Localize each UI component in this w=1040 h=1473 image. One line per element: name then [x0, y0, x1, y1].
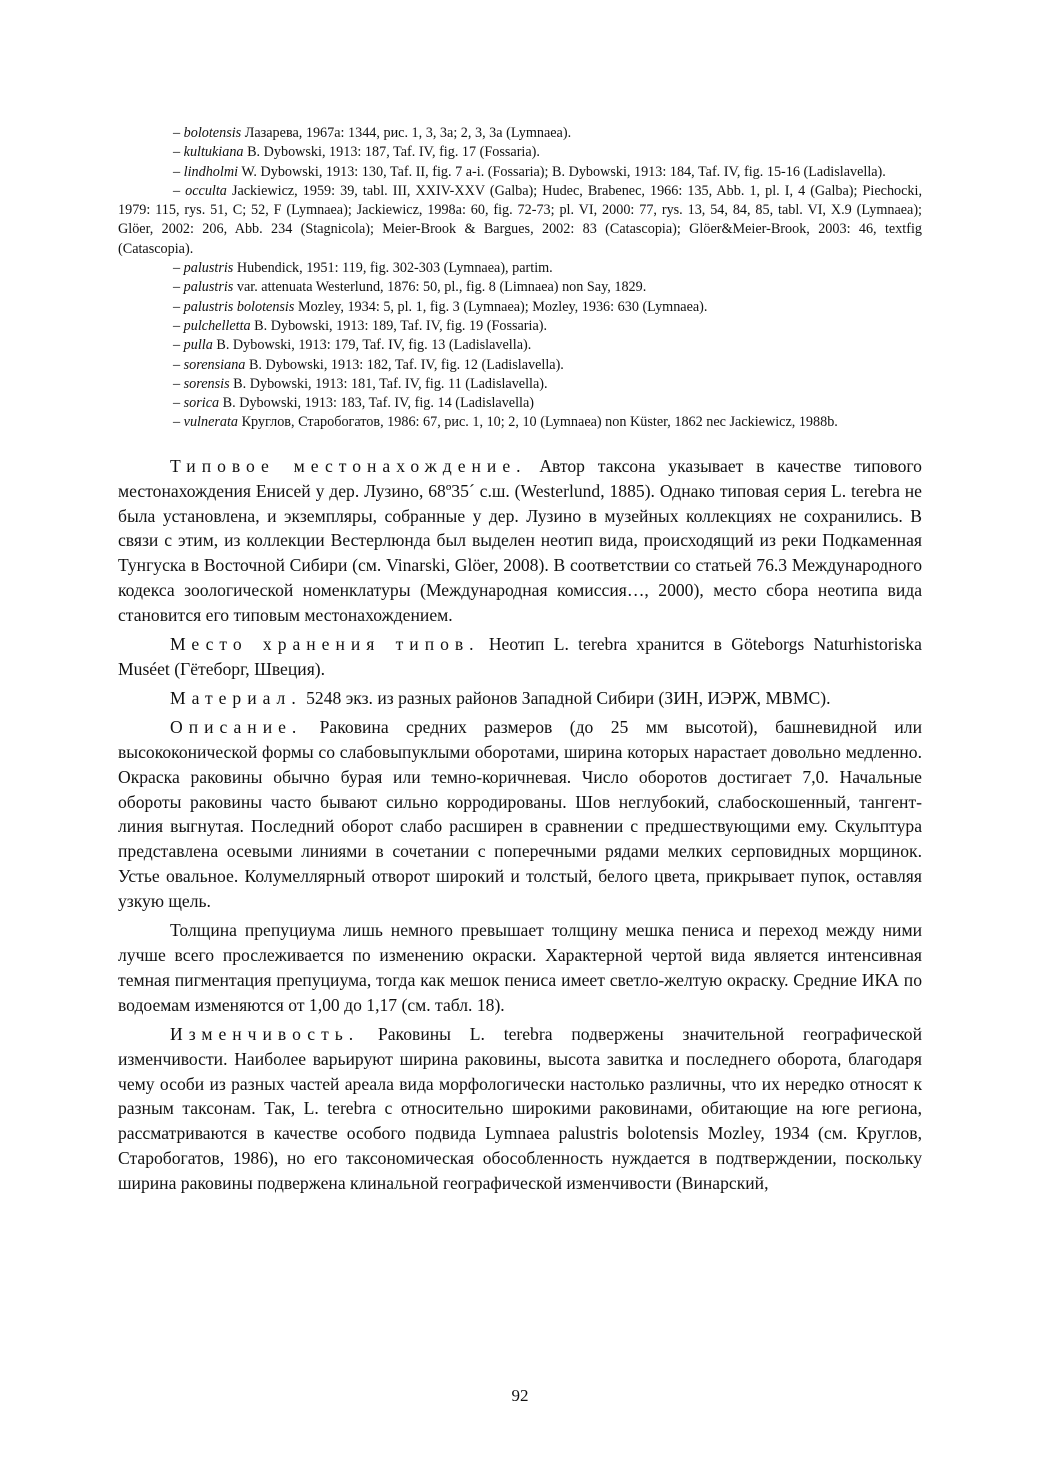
synonym-entry: – lindholmi W. Dybowski, 1913: 130, Taf. II, fig. 7 a-i. (Fossaria); B. Dybowski, 1913: 184, Taf. IV, fig. 15-16 (Ladislavella). [173, 163, 886, 180]
synonym-entry: – pulchelletta B. Dybowski, 1913: 189, Taf. IV, fig. 19 (Fossaria). [173, 317, 548, 334]
section-heading: Типовое местонахождение. [170, 455, 527, 476]
section-text: Раковины L. terebra подвержены значительной географической изменчивости. Наиболее варьируют ширина раковины, высота завитка и последнего оборота, благодаря чему особи из разных частей ареала вида морфологически настолько различны, что их нередко относят к разным таксонам. Так, L. terebra с относительно широкими раковинами, обитающие на юге региона, рассматриваются в качестве особого подвида Lymnaea palustris bolotensis Mozley, 1934 (см. Круглов, Старобогатов, 1986), но его таксономическая обособленность нуждается в подтверждении, поскольку ширина раковины подвержена клинальной географической изменчивости (Винарский, [118, 1023, 922, 1194]
section-text: Раковина средних размеров (до 25 мм высотой), башневидной или высококонической формы со слабовыпуклыми оборотами, ширина которых нарастает довольно медленно. Окраска раковины обычно бурая или темно-коричневая. Число оборотов достигает 7,0. Начальные обороты раковины часто бывают сильно корродированы. Шов неглубокий, слабоскошенный, тангент-линия выгнутая. Последний оборот слабо расширен в сравнении с предшествующими ему. Скульптура представлена осевыми линиями в сочетании с поперечными рядами мелких серповидных морщинок. Устье овальное. Колумеллярный отворот широкий и толстый, белого цвета, прикрывает пупок, оставляя узкую щель. [118, 716, 922, 912]
synonym-entry: – kultukiana B. Dybowski, 1913: 187, Taf. IV, fig. 17 (Fossaria). [173, 144, 540, 161]
section-heading: Материал. [170, 687, 302, 708]
synonym-entry: – vulnerata Круглов, Старобогатов, 1986: 67, рис. 1, 10; 2, 10 (Lymnaea) non Küster, 1862 nec Jackiewicz, 1988b. [173, 414, 838, 431]
section-description [118, 715, 922, 914]
section-text: Неотип L. terebra хранится в Göteborgs Naturhistoriska Muséet (Гётеборг, Швеция). [118, 634, 922, 679]
synonym-entry: – palustris Hubendick, 1951: 119, fig. 302-303 (Lymnaea), partim. [173, 260, 553, 277]
synonymy-list [118, 124, 922, 433]
section-anatomy [118, 918, 922, 1018]
section-heading: Место хранения типов. [170, 634, 480, 655]
synonym-entry: – pulla B. Dybowski, 1913: 179, Taf. IV, fig. 13 (Ladislavella). [173, 337, 532, 354]
section-type-locality [118, 454, 922, 628]
section-variability [118, 1022, 922, 1196]
synonym-entry: – palustris bolotensis Mozley, 1934: 5, pl. 1, fig. 3 (Lymnaea); Mozley, 1936: 630 (Lymnaea). [173, 298, 708, 315]
page-content [118, 124, 922, 1200]
section-material [118, 686, 922, 711]
page-number: 92 [511, 1386, 529, 1405]
section-text: 5248 экз. из разных районов Западной Сибири (ЗИН, ИЭРЖ, МВМС). [301, 687, 831, 708]
synonym-entry: – sorensis B. Dybowski, 1913: 181, Taf. IV, fig. 11 (Ladislavella). [173, 375, 548, 392]
section-text: Автор таксона указывает в качестве типового местонахождения Енисей у дер. Лузино, 68º35´ с.ш. (Westerlund, 1885). Однако типовая серия L. terebra не была установлена, и экземпляры, собранные у дер. Лузино в музейных коллекциях не сохранились. В связи с этим, из коллекции Вестерлюнда был выделен неотип вида, происходящий из реки Подкаменная Тунгуска в Восточной Сибири (см. Vinarski, Glöer, 2008). В соответствии со статьей 76.3 Международного кодекса зоологической номенклатуры (Международная комиссия…, 2000), место сбора неотипа вида становится его типовым местонахождением. [118, 455, 922, 626]
synonym-entry: – bolotensis Лазарева, 1967а: 1344, рис. 1, 3, 3а; 2, 3, 3а (Lymnaea). [173, 125, 572, 141]
section-heading: Описание. [170, 716, 303, 737]
synonym-entry: – palustris var. attenuata Westerlund, 1876: 50, pl., fig. 8 (Limnaea) non Say, 1829. [173, 279, 647, 296]
body-text [118, 454, 922, 1196]
section-type-repository [118, 632, 922, 682]
synonym-entry: – sorica B. Dybowski, 1913: 183, Taf. IV, fig. 14 (Ladislavella) [173, 395, 535, 412]
section-heading: Изменчивость. [170, 1023, 360, 1044]
synonym-entry: – sorensiana B. Dybowski, 1913: 182, Taf. IV, fig. 12 (Ladislavella). [173, 356, 564, 373]
synonym-entry: – occulta Jackiewicz, 1959: 39, tabl. III, XXIV-XXV (Galba); Hudec, Brabenec, 1966: 135, Abb. 1, pl. I, 4 (Galba); Piechocki, 1979: 115, rys. 51, C; 52, F (Lymnaea); Jackiewicz, 1998a: 60, fig. 72-73; pl. VI, 2000: 77, rys. 13, 54, 84, 85, tabl. VI, X.9 (Lymnaea); Glöer, 2002: 206, Abb. 234 (Stagnicola); Meier-Brook & Bargues, 2002: 83 (Catascopia); Glöer&Meier-Brook, 2003: 46, textfig (Catascopia). [118, 182, 923, 257]
section-text: Толщина препуциума лишь немного превышает толщину мешка пениса и переход между ними лучше всего прослеживается по изменению окраски. Характерной чертой вида является интенсивная темная пигментация препуциума, тогда как мешок пениса имеет светло-желтую окраску. Средние ИКА по водоемам изменяются от 1,00 до 1,17 (см. табл. 18). [118, 920, 922, 1015]
